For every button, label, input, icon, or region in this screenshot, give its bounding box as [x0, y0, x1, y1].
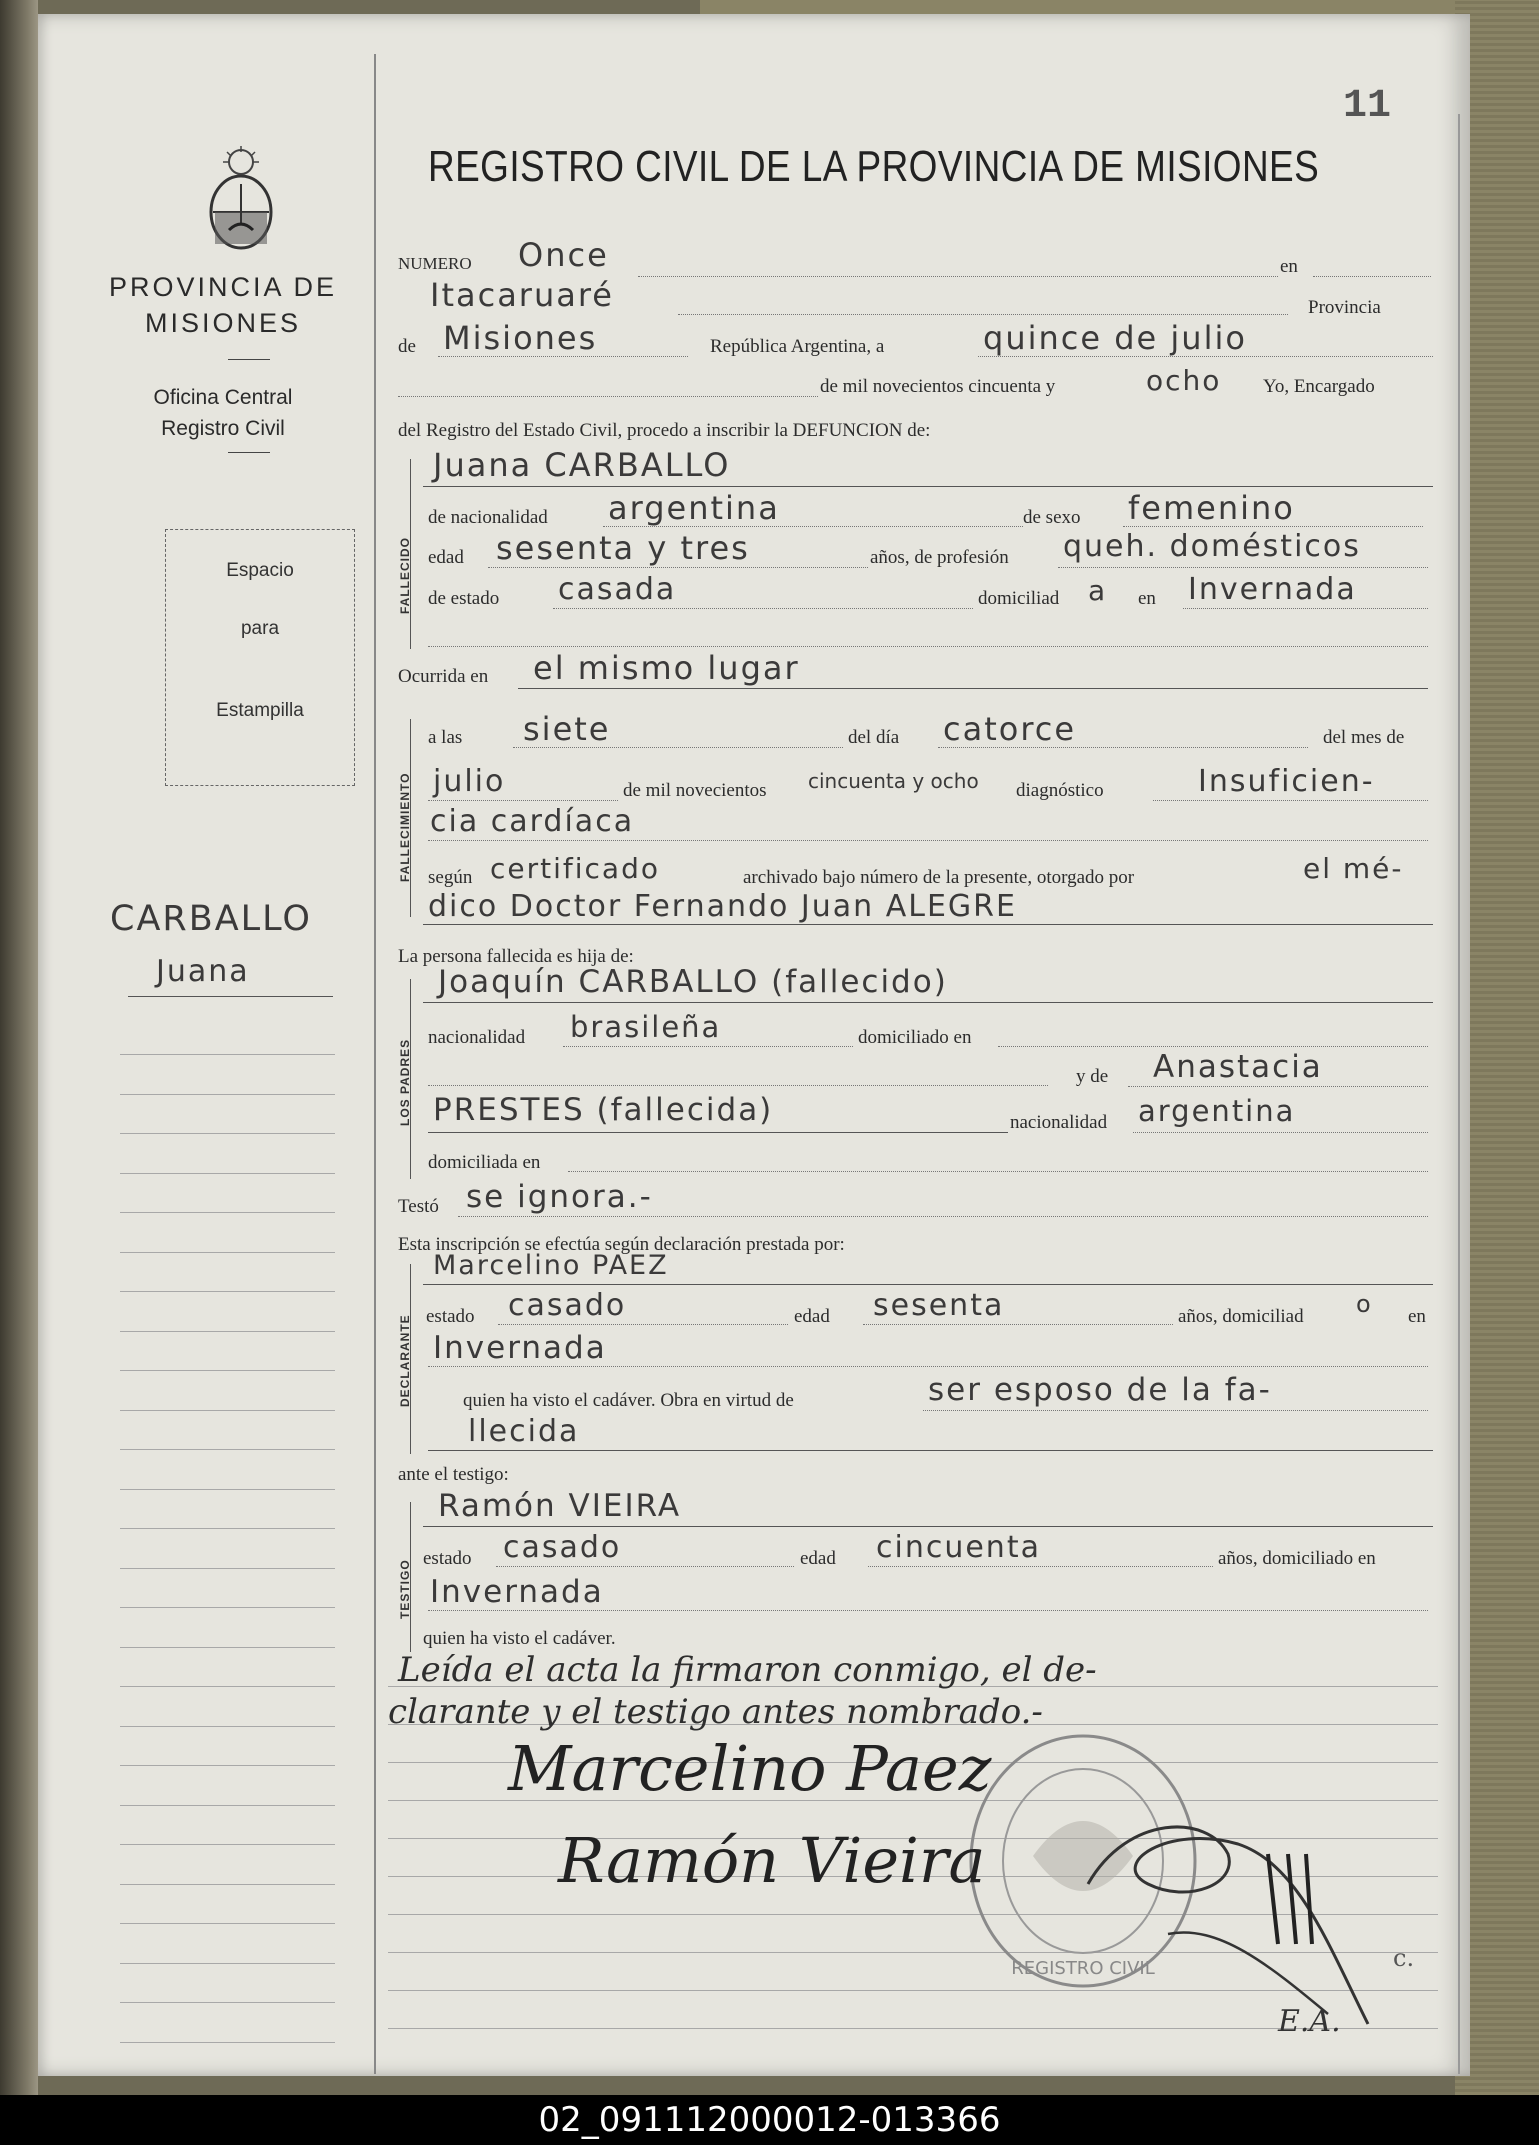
margin-ruled-line [120, 1765, 335, 1766]
field-ano: ocho [1146, 364, 1222, 397]
field-sexo: femenino [1128, 489, 1295, 527]
field-mes: julio [433, 764, 506, 799]
line-diag-2 [428, 840, 1428, 841]
margin-ruled-line [120, 1370, 335, 1371]
stamp-line-2: para [240, 618, 280, 639]
field-segun: certificado [490, 852, 660, 885]
line-diag [1153, 800, 1428, 801]
line-provincia [438, 356, 688, 357]
margin-ruled-line [120, 1410, 335, 1411]
field-dia: catorce [943, 710, 1077, 748]
province-line-2: MISIONES [144, 308, 302, 338]
field-anio-texto: cincuenta y ocho [808, 769, 979, 793]
line-en [1313, 276, 1431, 277]
line-estado [553, 608, 973, 609]
field-nombre: Juana CARBALLO [433, 446, 731, 484]
line-test-dom [428, 1610, 1428, 1611]
line-ocurrida [518, 688, 1428, 689]
label-domiciliado-en: domiciliado en [858, 1027, 972, 1048]
line-testigo [423, 1526, 1433, 1527]
label-nacionalidad-padre: nacionalidad [428, 1027, 526, 1048]
register-page [38, 14, 1470, 2076]
margin-ruled-line [120, 1528, 335, 1529]
field-profesion: queh. domésticos [1063, 529, 1361, 564]
label-sexo: de sexo [1023, 507, 1081, 528]
field-provincia: Misiones [443, 319, 598, 357]
margin-ruled-line [120, 1923, 335, 1924]
stamp-line-1: Espacio [226, 560, 294, 581]
field-madre-nac: argentina [1138, 1094, 1296, 1128]
margin-ruled-line [120, 1805, 335, 1806]
label-esta-inscripcion: Esta inscripción se efectúa según declaración prestada por: [398, 1234, 845, 1255]
label-estado: de estado [428, 588, 500, 609]
line-madre [1128, 1086, 1428, 1087]
label-ocurrida: Ocurrida en [398, 666, 489, 687]
label-a-las: a las [428, 727, 463, 748]
side-label-testigo: TESTIGO [398, 1559, 412, 1619]
label-test-edad: edad [800, 1548, 836, 1569]
line-obra-2 [428, 1450, 1433, 1451]
line-madre-dom [568, 1171, 1428, 1172]
signature-declarante: Marcelino Paez [508, 1732, 992, 1805]
line-fecha [978, 356, 1433, 357]
margin-ruled-line [120, 2042, 335, 2043]
line-decl-edad [863, 1324, 1173, 1325]
margin-ruled-line [120, 1884, 335, 1885]
initials: E.A. [1278, 2004, 1341, 2039]
margin-ruled-line [120, 1094, 335, 1095]
field-estado: casada [558, 572, 677, 607]
label-domiciliad: domiciliad [978, 588, 1060, 609]
line-obra [923, 1410, 1428, 1411]
line-decl-dom [428, 1366, 1428, 1367]
field-fecha: quince de julio [983, 319, 1247, 357]
field-numero: Once [518, 236, 609, 274]
margin-ruled-line [120, 1726, 335, 1727]
label-de-mil: de mil novecientos cincuenta y [820, 376, 1056, 397]
province-line-1: PROVINCIA DE [108, 272, 338, 302]
label-persona-hija: La persona fallecida es hija de: [398, 946, 634, 967]
margin-ruled-line [120, 1331, 335, 1332]
label-anos-profesion: años, de profesión [870, 547, 1009, 568]
label-decl-en: en [1408, 1306, 1426, 1327]
signature-testigo: Ramón Vieira [558, 1824, 986, 1897]
field-lugar: Itacaruaré [430, 276, 614, 314]
line-otorgado [423, 924, 1433, 925]
line-profesion [1058, 567, 1428, 568]
label-yo-encargado: Yo, Encargado [1263, 376, 1375, 397]
line-edad [488, 567, 868, 568]
field-madre-1: Anastacia [1153, 1049, 1323, 1085]
line-testo [458, 1216, 1428, 1217]
margin-ruled-line [120, 1844, 335, 1845]
line-numero [638, 276, 1278, 277]
label-provincia: Provincia [1308, 297, 1381, 318]
svg-text:REGISTRO CIVIL: REGISTRO CIVIL [1011, 1958, 1155, 1979]
field-declarante: Marcelino PAEZ [433, 1250, 669, 1281]
label-de-mil-nov: de mil novecientos [623, 780, 767, 801]
line-test-estado [496, 1566, 794, 1567]
margin-ruled-line [120, 1173, 335, 1174]
field-obra-1: ser esposo de la fa- [928, 1372, 1272, 1408]
label-segun: según [428, 867, 473, 888]
label-nacionalidad-madre: nacionalidad [1010, 1112, 1108, 1133]
closing-line-1: Leída el acta la firmaron conmigo, el de- [398, 1650, 1097, 1690]
line-madre-nac [1133, 1132, 1428, 1133]
label-test-estado: estado [423, 1548, 472, 1569]
label-decl-anos: años, domiciliad [1178, 1306, 1304, 1327]
label-domiciliada: domiciliada en [428, 1152, 541, 1173]
margin-ruled-line [120, 1133, 335, 1134]
label-quien-obra: quien ha visto el cadáver. Obra en virtud de [463, 1390, 794, 1411]
margin-ruled-line [120, 1568, 335, 1569]
stamp-box [165, 529, 355, 786]
side-label-declarante: DECLARANTE [398, 1314, 412, 1407]
margin-ruled-line [120, 1212, 335, 1213]
line-blank [398, 396, 818, 397]
label-del-registro: del Registro del Estado Civil, procedo a inscribir la DEFUNCION de: [398, 420, 931, 441]
line-sexo [1123, 526, 1423, 527]
page-number: 11 [1343, 84, 1392, 129]
margin-ruled-line [120, 1252, 335, 1253]
margin-ruled-line [120, 2002, 335, 2003]
margin-ruled-line [120, 1054, 335, 1055]
margin-ruled-line [120, 1963, 335, 1964]
side-label-padres: LOS PADRES [398, 1038, 412, 1126]
label-y-de: y de [1076, 1066, 1109, 1087]
divider-short [228, 359, 270, 360]
label-en: en [1280, 256, 1298, 277]
line-nombre [423, 486, 1433, 487]
field-hora: siete [523, 710, 611, 748]
line-mes [428, 800, 618, 801]
line-padre-dom-2 [428, 1085, 1048, 1086]
label-decl-edad: edad [794, 1306, 830, 1327]
side-label-fallecimiento: FALLECIMIENTO [398, 772, 412, 882]
office-line-1: Oficina Central [153, 386, 293, 409]
field-decl-edad: sesenta [873, 1288, 1005, 1323]
province-title [78, 269, 368, 341]
line-nac [603, 526, 1023, 527]
line-domicilio [1183, 608, 1428, 609]
field-otorgado-1: el mé- [1303, 852, 1404, 885]
label-ante-testigo: ante el testigo: [398, 1464, 509, 1485]
label-de: de [398, 336, 416, 357]
field-edad: sesenta y tres [496, 529, 750, 567]
line-decl-estado [498, 1324, 788, 1325]
field-ocurrida: el mismo lugar [533, 649, 800, 687]
field-decl-domicilio: Invernada [433, 1330, 607, 1366]
label-testo: Testó [398, 1196, 439, 1217]
label-edad: edad [428, 547, 464, 568]
field-nacionalidad: argentina [608, 489, 780, 527]
label-numero: NUMERO [398, 254, 472, 273]
label-quien-visto: quien ha visto el cadáver. [423, 1628, 616, 1649]
field-decl-estado: casado [508, 1288, 627, 1323]
line-madre-2 [428, 1132, 1008, 1133]
label-del-mes: del mes de [1323, 727, 1405, 748]
coat-of-arms-icon [201, 144, 281, 254]
book-spine [0, 0, 38, 2095]
label-archivado: archivado bajo número de la presente, otorgado por [743, 867, 1135, 888]
label-nacionalidad: de nacionalidad [428, 507, 548, 528]
field-diagnostico-2: cia cardíaca [430, 804, 635, 839]
line-hora [513, 747, 843, 748]
line-padre [423, 1002, 1433, 1003]
field-testo: se ignora.- [466, 1179, 653, 1215]
label-republica: República Argentina, a [710, 336, 885, 357]
line-dia [938, 747, 1308, 748]
corner-mark: c. [1393, 1944, 1415, 1972]
margin-ruled-line [120, 1686, 335, 1687]
side-label-fallecido: FALLECIDO [398, 537, 412, 614]
field-madre-2: PRESTES (fallecida) [433, 1092, 774, 1128]
line-lugar [678, 314, 1288, 315]
stamp-line-3: Estampilla [216, 700, 304, 721]
field-test-domicilio: Invernada [430, 1574, 604, 1610]
office-title [78, 382, 368, 444]
archive-id-footer: 02_091112000012-013366 [0, 2095, 1539, 2145]
right-border [1458, 114, 1460, 2074]
field-padre: Joaquín CARBALLO (fallecido) [438, 964, 948, 1000]
divider-short-2 [228, 452, 270, 453]
line-test-edad [868, 1566, 1213, 1567]
margin-ruled-line [120, 1489, 335, 1490]
field-testigo: Ramón VIEIRA [438, 1488, 682, 1524]
label-diagnostico: diagnóstico [1016, 780, 1104, 801]
label-decl-estado: estado [426, 1306, 475, 1327]
label-en-dom: en [1138, 588, 1156, 609]
book-cover-edge [700, 0, 1539, 14]
field-test-estado: casado [503, 1530, 622, 1565]
line-declarante [423, 1284, 1433, 1285]
closing-line-2: clarante y el testigo antes nombrado.- [388, 1692, 1043, 1732]
line-padre-nac [563, 1046, 853, 1047]
office-line-2: Registro Civil [161, 417, 285, 440]
margin-ruled-line [120, 1449, 335, 1450]
line-padre-dom [998, 1046, 1428, 1047]
margin-name-underline [128, 996, 333, 997]
field-dom-suffix: a [1088, 574, 1108, 607]
line-domicilio-2 [428, 646, 1428, 647]
margin-given-name: Juana [156, 954, 250, 989]
document-title: REGISTRO CIVIL DE LA PROVINCIA DE MISIONES [428, 142, 1320, 191]
margin-ruled-line [120, 1291, 335, 1292]
field-padre-nac: brasileña [570, 1010, 722, 1044]
margin-ruled-line [120, 1647, 335, 1648]
field-test-edad: cincuenta [876, 1530, 1041, 1565]
label-test-anos: años, domiciliado en [1218, 1548, 1376, 1569]
field-decl-dom-suffix: o [1356, 1290, 1373, 1318]
field-otorgado-2: dico Doctor Fernando Juan ALEGRE [428, 889, 1017, 924]
field-obra-2: llecida [468, 1414, 580, 1449]
margin-ruled-line [120, 1607, 335, 1608]
margin-surname: CARBALLO [110, 899, 312, 939]
margin-divider [374, 54, 376, 2074]
label-del-dia: del día [848, 727, 900, 748]
field-diagnostico-1: Insuficien- [1198, 764, 1375, 799]
field-domicilio: Invernada [1188, 572, 1357, 607]
